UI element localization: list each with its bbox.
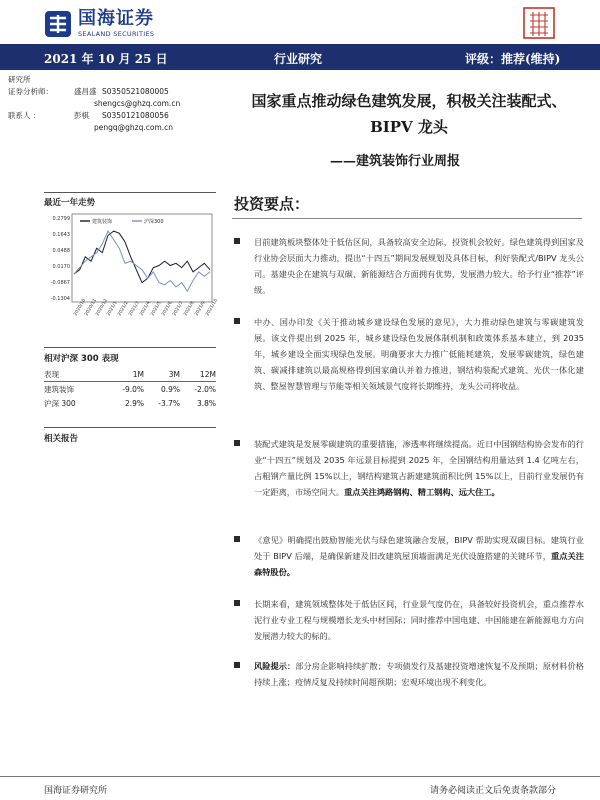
key-points-title: 投资要点： <box>234 195 310 213</box>
report-category: 行业研究 <box>274 52 323 66</box>
x-tick-label: 2021/10 <box>205 298 220 317</box>
divider <box>232 218 582 219</box>
analyst-info <box>8 74 228 134</box>
legend-label: 沪深300 <box>144 219 164 225</box>
key-point-paragraph <box>234 436 584 500</box>
company-logo <box>44 8 154 40</box>
perf-header-cell: 表现 <box>44 370 59 379</box>
analyst-name: 盛昌盛 <box>74 87 97 96</box>
x-tick-label: 2021/5 <box>150 300 163 317</box>
paragraph-text: 装配式建筑是发展零碳建筑的重要措施，渗透率将继续提高。近日中国钢结构协会发布的行业“十四五”规划及 2035 年远景目标提到 2025 年，全国钢结构用量达到 1.4 亿吨左右，占粗钢产量比例 15%以上，钢结构建筑占新建建筑面积比例 15%以上，目前行业发展仍有一定距离，市场空间大。 <box>254 439 584 497</box>
perf-cell: 沪深 300 <box>44 398 76 408</box>
legend-label: 建筑装饰 <box>92 219 113 225</box>
key-point-paragraph <box>234 314 584 394</box>
divider <box>44 427 216 428</box>
bullet-icon <box>234 318 240 324</box>
bullet-icon <box>234 238 240 244</box>
bullet-icon <box>234 662 240 668</box>
analyst-id: S0350521080005 <box>102 87 169 96</box>
report-rating: 评级：推荐(维持) <box>465 52 561 66</box>
seal-stamp-icon <box>522 6 556 40</box>
x-tick-label: 2021/6 <box>161 300 174 317</box>
paragraph-highlight: 重点关注鸿路钢构、精工钢构、远大住工。 <box>344 487 500 497</box>
y-tick-label: 0.1643 <box>52 232 70 238</box>
x-tick-label: 2021/7 <box>172 300 185 317</box>
perf-cell: 2.9% <box>124 398 144 408</box>
paragraph-text: 中办、国办印发《关于推动城乡建设绿色发展的意见》，大力推动绿色建筑与零碳建筑发展。该文件提出到 2025 年，城乡建设绿色发展体制机制和政策体系基本建立，到 2035 年，城乡建设全面实现绿色发展。明确要求大力推广低能耗建筑，发展零碳建筑，绿色建筑、碳减排建筑以最高规格得到国家确认并着力推进，钢结构装配式建筑、光伏一体化建筑、整屋智慧管理与节能等相关领域景气度将长期维持，龙头公司将收益。 <box>254 317 584 391</box>
perf-cell: -3.7% <box>158 398 180 408</box>
contact-label: 联系人 ： <box>8 111 41 120</box>
report-date: 2021 年 10 月 25 日 <box>44 52 168 66</box>
perf-row <box>44 396 216 410</box>
risk-lead: 风险提示： <box>254 661 296 671</box>
logo-cn-text: 国海证券 <box>78 8 154 30</box>
contact-email[interactable]: pengq@ghzq.com.cn <box>94 123 174 132</box>
x-tick-label: 2021/8 <box>183 300 196 317</box>
contact-id: S0350121080056 <box>102 111 169 120</box>
contact-name: 彭棋 <box>74 111 89 120</box>
y-tick-label: 0.0488 <box>52 248 70 254</box>
risk-paragraph <box>234 658 584 690</box>
y-tick-label: -0.1304 <box>50 296 70 302</box>
analyst-email[interactable]: shengcs@ghzq.com.cn <box>94 99 181 108</box>
perf-cell: -9.0% <box>122 384 144 394</box>
perf-header-row <box>44 368 216 382</box>
x-tick-label: 2020/11 <box>84 298 99 317</box>
divider <box>44 192 216 193</box>
divider <box>44 347 216 348</box>
perf-row <box>44 382 216 396</box>
trend-section-title: 最近一年走势 <box>44 198 96 208</box>
paragraph-text: 部分房企影响持续扩散；专项债发行及基建投资增速恢复不及预期；原材料价格持续上涨；疫情反复及持续时间超预期；宏观环境出现不利变化。 <box>254 661 584 687</box>
y-tick-label: 0.0170 <box>52 264 70 270</box>
perf-cell: 0.9% <box>160 384 180 394</box>
y-tick-label: -0.0867 <box>50 280 70 286</box>
perf-cell: 建筑装饰 <box>44 384 74 394</box>
institute-label: 研究所 <box>8 75 31 84</box>
perf-section-title: 相对沪深 300 表现 <box>44 354 119 364</box>
report-title: 国家重点推动绿色建筑发展，积极关注装配式、BIPV 龙头 <box>251 92 567 136</box>
series-line <box>74 231 210 283</box>
perf-header-cell: 12M <box>199 370 216 379</box>
trend-line-chart <box>44 210 220 322</box>
perf-header-cell: 3M <box>168 370 180 379</box>
x-tick-label: 2021/2 <box>117 300 130 317</box>
footer-right: 请务必阅读正文后免责条款部分 <box>429 786 556 796</box>
report-subtitle: ——建筑装饰行业周报 <box>330 154 461 169</box>
paragraph-text: 目前建筑板块整体处于低估区间，具备较高安全边际，投资机会较好。绿色建筑得到国家及行业协会层面大力推动，提出“十四五”期间发展规划及具体目标，利好装配式/BIPV 龙头公司。基建央企在建筑与双碳、新能源结合方面拥有优势，发展潜力较大。给予行业“推荐”评级。 <box>254 237 584 295</box>
logo-en-text: SEALAND SECURITIES <box>78 30 155 39</box>
analyst-label: 证券分析师： <box>8 87 53 96</box>
paragraph-text: 长期来看，建筑领域整体处于低估区间，行业景气度仍在，具备较好投资机会，重点推荐水泥行业专业工程与规模增长龙头中材国际；同时推荐中国电建、中国能建在新能源电力方向发展潜力较大的标的。 <box>254 599 584 641</box>
bullet-icon <box>234 600 240 606</box>
y-tick-label: 0.2799 <box>52 216 70 222</box>
key-point-paragraph <box>234 234 584 298</box>
x-tick-label: 2020/12 <box>95 298 110 317</box>
report-info-bar <box>0 44 600 70</box>
key-point-paragraph <box>234 532 584 580</box>
related-section-title: 相关报告 <box>44 434 79 444</box>
key-point-paragraph <box>234 596 584 644</box>
x-tick-label: 2021/9 <box>194 300 207 317</box>
x-tick-label: 2020/10 <box>73 298 88 317</box>
x-tick-label: 2021/3 <box>128 300 141 317</box>
footer-left: 国海证券研究所 <box>44 786 108 796</box>
x-tick-label: 2021/1 <box>106 300 119 317</box>
perf-cell: -2.0% <box>194 384 216 394</box>
paragraph-highlight: 重点关注森特股份。 <box>254 551 584 577</box>
logo-mark-icon <box>44 10 72 38</box>
perf-header-cell: 1M <box>132 370 144 379</box>
bullet-icon <box>234 440 240 446</box>
perf-cell: 3.8% <box>196 398 216 408</box>
perf-table <box>44 368 216 410</box>
paragraph-text: 《意见》明确提出鼓励智能光伏与绿色建筑融合发展，BIPV 帮助实现双碳目标。建筑行业处于 BIPV 后端，是确保新建及旧改建筑屋顶墙面满足光伏设施搭建的关键环节， <box>254 535 584 561</box>
x-tick-label: 2021/4 <box>139 300 152 317</box>
footer-divider <box>0 776 600 777</box>
bullet-icon <box>234 536 240 542</box>
